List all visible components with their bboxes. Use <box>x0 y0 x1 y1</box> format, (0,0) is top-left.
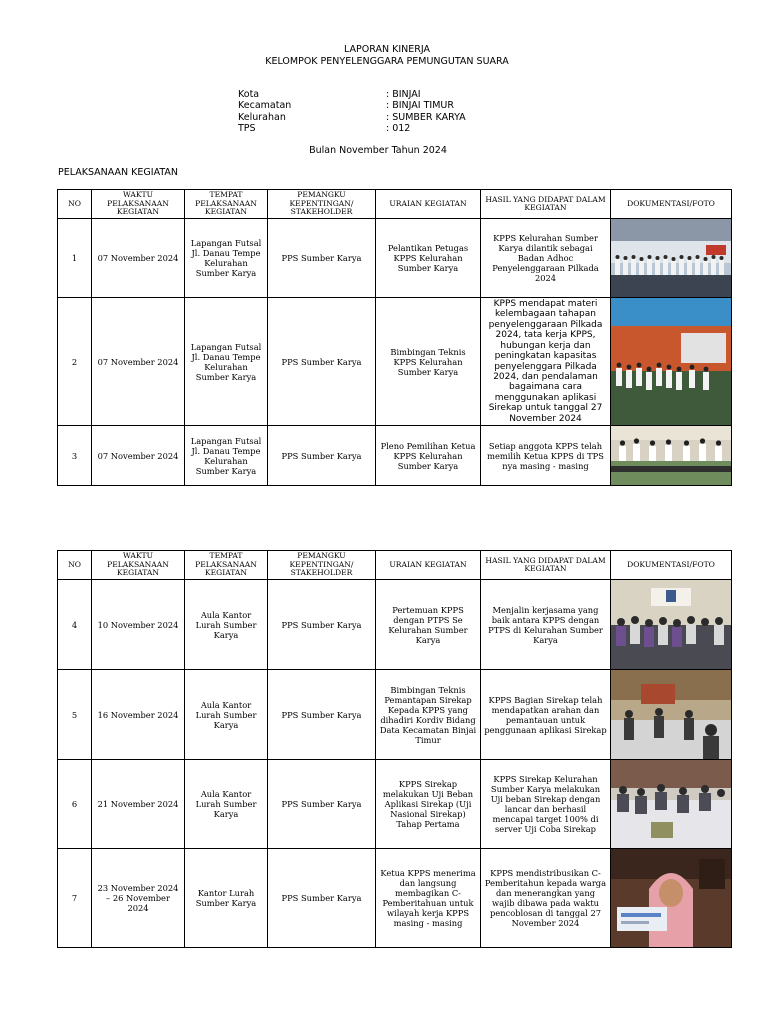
row-no: 6 <box>58 760 92 849</box>
table-header-row <box>58 551 732 580</box>
row-waktu: 07 November 2024 <box>92 219 185 298</box>
photo-image <box>611 426 731 485</box>
row-photo <box>611 670 732 760</box>
col-waktu: WAKTU PELAKSANAAN KEGIATAN <box>92 190 185 219</box>
col-hasil: HASIL YANG DIDAPAT DALAM KEGIATAN <box>481 190 611 219</box>
col-dokumentasi: DOKUMENTASI/FOTO <box>611 551 732 580</box>
row-stakeholder: PPS Sumber Karya <box>268 849 376 948</box>
row-tempat: Aula Kantor Lurah Sumber Karya <box>185 580 268 670</box>
photo-image <box>611 219 731 297</box>
row-photo <box>611 760 732 849</box>
col-stakeholder: PEMANGKU KEPENTINGAN/ STAKEHOLDER <box>268 190 376 219</box>
row-tempat: Aula Kantor Lurah Sumber Karya <box>185 760 268 849</box>
row-stakeholder: PPS Sumber Karya <box>268 670 376 760</box>
photo-image <box>611 298 731 425</box>
row-tempat: Lapangan Futsal Jl. Danau Tempe Kelurahan Sumber Karya <box>185 298 268 426</box>
table-row <box>58 849 732 948</box>
row-hasil: KPPS mendistribusikan C-Pemberitahun kepada warga dan menerangkan yang wajib dibawa pada waktu pencoblosan di tanggal 27 November 2024 <box>481 849 611 948</box>
row-waktu: 07 November 2024 <box>92 298 185 426</box>
table-header-row <box>58 190 732 219</box>
row-tempat: Lapangan Futsal Jl. Danau Tempe Kelurahan Sumber Karya <box>185 426 268 486</box>
col-waktu: WAKTU PELAKSANAAN KEGIATAN <box>92 551 185 580</box>
col-stakeholder: PEMANGKU KEPENTINGAN/ STAKEHOLDER <box>268 551 376 580</box>
row-no: 1 <box>58 219 92 298</box>
row-photo <box>611 298 732 426</box>
info-row-kota: Kota : BINJAI <box>238 89 421 100</box>
table-row <box>58 298 732 426</box>
row-hasil: KPPS Bagian Sirekap telah mendapatkan arahan dan pemantauan untuk penggunaan aplikasi Sirekap <box>481 670 611 760</box>
col-dokumentasi: DOKUMENTASI/FOTO <box>611 190 732 219</box>
row-photo <box>611 580 732 670</box>
photo-image <box>611 580 731 669</box>
col-no: NO <box>58 551 92 580</box>
row-hasil: Menjalin kerjasama yang baik antara KPPS dengan PTPS di Kelurahan Sumber Karya <box>481 580 611 670</box>
row-no: 3 <box>58 426 92 486</box>
row-stakeholder: PPS Sumber Karya <box>268 426 376 486</box>
row-waktu: 21 November 2024 <box>92 760 185 849</box>
col-uraian: URAIAN KEGIATAN <box>376 551 481 580</box>
row-tempat: Kantor Lurah Sumber Karya <box>185 849 268 948</box>
table-row <box>58 670 732 760</box>
row-tempat: Lapangan Futsal Jl. Danau Tempe Kelurahan Sumber Karya <box>185 219 268 298</box>
row-no: 2 <box>58 298 92 426</box>
row-uraian: Ketua KPPS menerima dan langsung membagikan C-Pemberitahuan untuk wilayah kerja KPPS masing - masing <box>376 849 481 948</box>
row-photo <box>611 219 732 298</box>
col-uraian: URAIAN KEGIATAN <box>376 190 481 219</box>
row-waktu: 16 November 2024 <box>92 670 185 760</box>
row-waktu: 07 November 2024 <box>92 426 185 486</box>
photo-image <box>611 670 731 759</box>
report-period: Bulan November Tahun 2024 <box>309 145 447 156</box>
row-hasil: Setiap anggota KPPS telah memilih Ketua KPPS di TPS nya masing - masing <box>481 426 611 486</box>
col-hasil: HASIL YANG DIDAPAT DALAM KEGIATAN <box>481 551 611 580</box>
row-no: 7 <box>58 849 92 948</box>
row-waktu: 10 November 2024 <box>92 580 185 670</box>
row-uraian: KPPS Sirekap melakukan Uji Beban Aplikasi Sirekap (Uji Nasional Sirekap) Tahap Pertama <box>376 760 481 849</box>
activity-table-2 <box>57 550 732 948</box>
row-uraian: Bimbingan Teknis KPPS Kelurahan Sumber Karya <box>376 298 481 426</box>
col-tempat: TEMPAT PELAKSANAAN KEGIATAN <box>185 551 268 580</box>
info-row-kelurahan: Kelurahan : SUMBER KARYA <box>238 111 466 123</box>
location-info <box>238 89 586 134</box>
table-row <box>58 219 732 298</box>
table-row <box>58 760 732 849</box>
section-title: PELAKSANAAN KEGIATAN <box>58 167 178 178</box>
row-waktu: 23 November 2024 – 26 November 2024 <box>92 849 185 948</box>
row-uraian: Pleno Pemilihan Ketua KPPS Kelurahan Sumber Karya <box>376 426 481 486</box>
row-uraian: Bimbingan Teknis Pemantapan Sirekap Kepada KPPS yang dihadiri Kordiv Bidang Data Kecamatan Binjai Timur <box>376 670 481 760</box>
table-row <box>58 426 732 486</box>
row-hasil: KPPS Sirekap Kelurahan Sumber Karya melakukan Uji beban Sirekap dengan lancar dan berhasil mencapai target 100% di server Uji Coba Sirekap <box>481 760 611 849</box>
report-title: LAPORAN KINERJA <box>344 44 430 55</box>
row-stakeholder: PPS Sumber Karya <box>268 580 376 670</box>
row-stakeholder: PPS Sumber Karya <box>268 219 376 298</box>
photo-image <box>611 760 731 848</box>
row-uraian: Pelantikan Petugas KPPS Kelurahan Sumber Karya <box>376 219 481 298</box>
row-no: 5 <box>58 670 92 760</box>
table-row <box>58 580 732 670</box>
activity-table-1 <box>57 189 732 486</box>
row-hasil: KPPS mendapat materi kelembagaan tahapan penyelenggaraan Pilkada 2024, tata kerja KPPS, hubungan kerja dan peningkatan kapasitas penyelenggara Pilkada 2024, dan pendalaman bagaimana cara menggunakan aplikasi Sirekap untuk tanggal 27 November 2024 <box>481 298 611 426</box>
row-photo <box>611 426 732 486</box>
col-tempat: TEMPAT PELAKSANAAN KEGIATAN <box>185 190 268 219</box>
row-stakeholder: PPS Sumber Karya <box>268 298 376 426</box>
row-no: 4 <box>58 580 92 670</box>
row-tempat: Aula Kantor Lurah Sumber Karya <box>185 670 268 760</box>
photo-image <box>611 849 731 947</box>
info-row-tps: TPS : 012 <box>238 122 411 134</box>
row-hasil: KPPS Kelurahan Sumber Karya dilantik sebagai Badan Adhoc Penyelenggaraan Pilkada 2024 <box>481 219 611 298</box>
report-header <box>0 44 768 68</box>
info-row-kecamatan: Kecamatan : BINJAI TIMUR <box>238 100 454 112</box>
row-uraian: Pertemuan KPPS dengan PTPS Se Kelurahan Sumber Karya <box>376 580 481 670</box>
row-stakeholder: PPS Sumber Karya <box>268 760 376 849</box>
col-no: NO <box>58 190 92 219</box>
report-subtitle: KELOMPOK PENYELENGGARA PEMUNGUTAN SUARA <box>265 56 509 67</box>
row-photo <box>611 849 732 948</box>
